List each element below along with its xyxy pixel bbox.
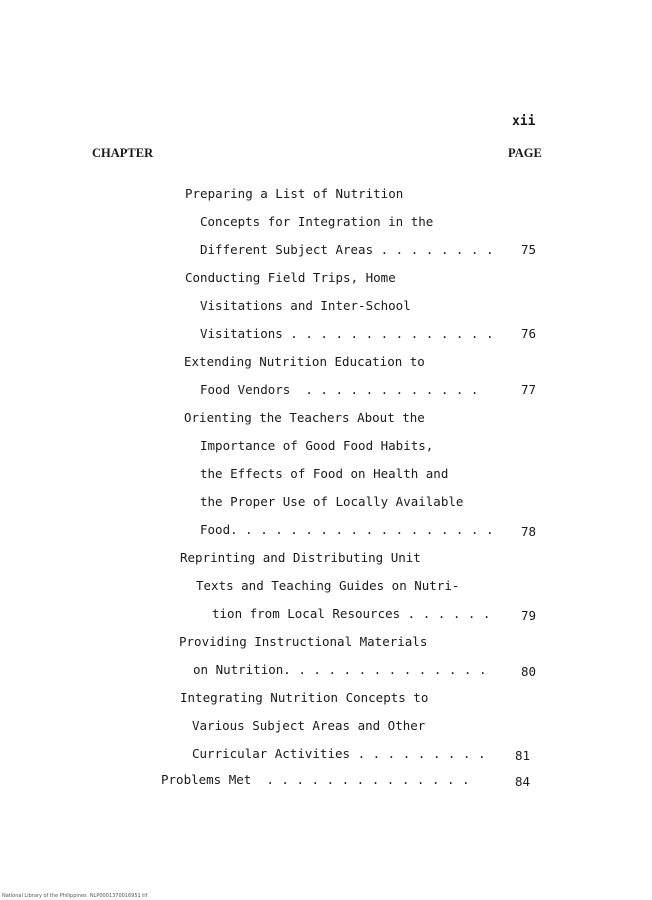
toc-entry-line: Visitations . . . . . . . . . . . . . . (200, 326, 494, 341)
toc-page-number: 79 (520, 608, 536, 623)
toc-page-number: 75 (520, 242, 536, 257)
toc-entry-line: Different Subject Areas . . . . . . . . (200, 242, 494, 257)
toc-entry-line: on Nutrition. . . . . . . . . . . . . . (193, 662, 487, 677)
page-number: xii (512, 114, 536, 129)
toc-entry-line: Texts and Teaching Guides on Nutri- (196, 578, 460, 593)
toc-entry-line: Visitations and Inter-School (200, 298, 411, 313)
toc-page-number: 80 (520, 664, 536, 679)
toc-entry-line: Food Vendors . . . . . . . . . . . . (200, 382, 479, 397)
toc-entry-line: Concepts for Integration in the (200, 214, 434, 229)
scan-footer: National Library of the Philippines NLP0001370016951 tif (2, 893, 148, 899)
toc-entry-line: Preparing a List of Nutrition (185, 186, 404, 201)
toc-entry-line: Food. . . . . . . . . . . . . . . . . . (200, 522, 494, 537)
toc-entry-line: Problems Met . . . . . . . . . . . . . . (161, 772, 470, 787)
toc-page-number: 84 (514, 774, 530, 789)
toc-page-number: 78 (520, 524, 536, 539)
chapter-column-header: CHAPTER (92, 146, 154, 160)
toc-entry-line: Reprinting and Distributing Unit (180, 550, 421, 565)
toc-entry-line: Extending Nutrition Education to (184, 354, 425, 369)
toc-page-number: 77 (520, 382, 536, 397)
toc-entry-line: Providing Instructional Materials (179, 634, 428, 649)
toc-page-number: 81 (514, 748, 530, 763)
page-column-header: PAGE (508, 146, 542, 160)
toc-entry-line: Importance of Good Food Habits, (200, 438, 434, 453)
toc-entry-line: Various Subject Areas and Other (192, 718, 426, 733)
toc-entry-line: the Effects of Food on Health and (200, 466, 449, 481)
toc-entry-line: the Proper Use of Locally Available (200, 494, 464, 509)
toc-entry-line: Orienting the Teachers About the (184, 410, 425, 425)
toc-entry-line: Integrating Nutrition Concepts to (180, 690, 429, 705)
toc-page-number: 76 (520, 326, 536, 341)
toc-entry-line: Curricular Activities . . . . . . . . . (192, 746, 486, 761)
toc-entry-line: Conducting Field Trips, Home (185, 270, 396, 285)
toc-entry-line: tion from Local Resources . . . . . . (212, 606, 491, 621)
